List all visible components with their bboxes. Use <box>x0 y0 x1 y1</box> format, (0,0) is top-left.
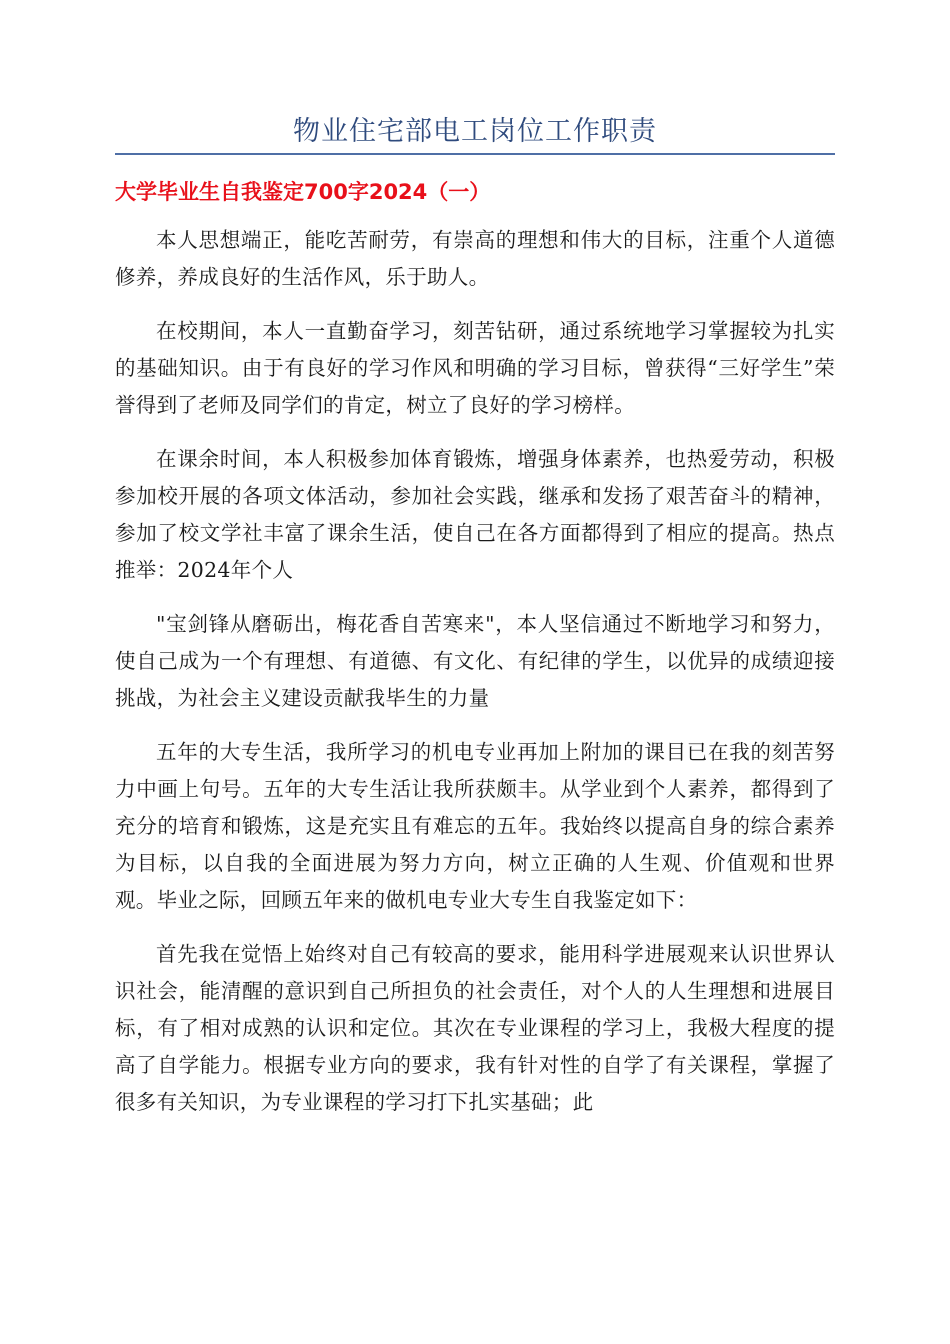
page-title: 物业住宅部电工岗位工作职责 <box>293 116 657 147</box>
paragraph: 在课余时间，本人积极参加体育锻炼，增强身体素养，也热爱劳动，积极参加校开展的各项文体活动，参加社会实践，继承和发扬了艰苦奋斗的精神，参加了校文学社丰富了课余生活，使自己在各方面都得到了相应的提高。热点推举：2024年个人 <box>115 447 835 582</box>
paragraph: 五年的大专生活，我所学习的机电专业再加上附加的课目已在我的刻苦努力中画上句号。五年的大专生活让我所获颇丰。从学业到个人素养，都得到了充分的培育和锻炼，这是充实且有难忘的五年。我始终以提高自身的综合素养为目标，以自我的全面进展为努力方向，树立正确的人生观、价值观和世界观。毕业之际，回顾五年来的做机电专业大专生自我鉴定如下： <box>115 740 835 912</box>
paragraph: 首先我在觉悟上始终对自己有较高的要求，能用科学进展观来认识世界认识社会，能清醒的意识到自己所担负的社会责任，对个人的人生理想和进展目标，有了相对成熟的认识和定位。其次在专业课程的学习上，我极大程度的提高了自学能力。根据专业方向的要求，我有针对性的自学了有关课程，掌握了很多有关知识，为专业课程的学习打下扎实基础；此 <box>115 942 835 1114</box>
paragraph: 在校期间，本人一直勤奋学习，刻苦钻研，通过系统地学习掌握较为扎实的基础知识。由于有良好的学习作风和明确的学习目标，曾获得“三好学生”荣誉得到了老师及同学们的肯定，树立了良好的学习榜样。 <box>115 319 835 417</box>
title-underline <box>115 153 835 155</box>
paragraph: "宝剑锋从磨砺出，梅花香自苦寒来"，本人坚信通过不断地学习和努力，使自己成为一个有理想、有道德、有文化、有纪律的学生，以优异的成绩迎接挑战，为社会主义建设贡献我毕生的力量 <box>115 612 835 710</box>
document-body <box>115 222 835 1138</box>
section-heading: 大学毕业生自我鉴定700字2024（一） <box>115 180 491 204</box>
paragraph: 本人思想端正，能吃苦耐劳，有崇高的理想和伟大的目标，注重个人道德修养，养成良好的生活作风，乐于助人。 <box>115 228 835 289</box>
